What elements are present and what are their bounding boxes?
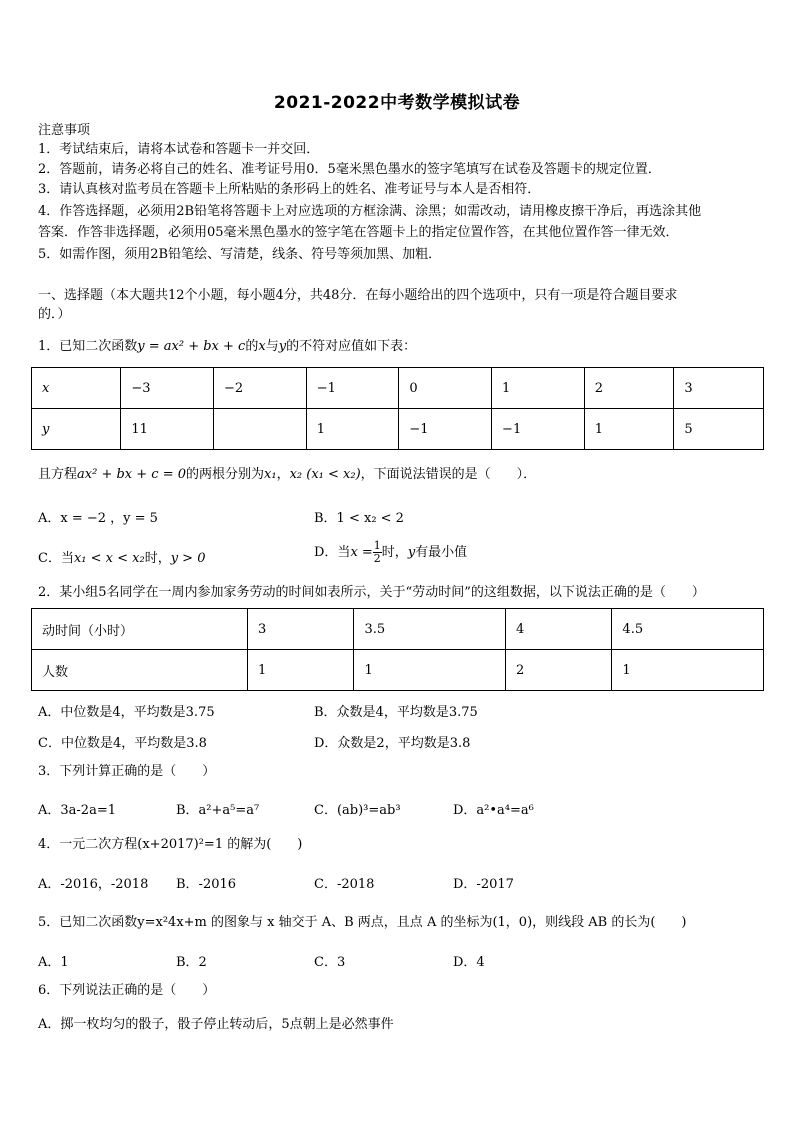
note-item: 4．作答选择题，必须用2B铅笔将答题卡上对应选项的方框涂满、涂黑；如需改动，请用橡皮擦干净后，再选涂其他: [38, 204, 702, 219]
q1-stem: [38, 338, 416, 356]
q1-optd-d: y: [407, 545, 416, 560]
page-title: 2021-2022中考数学模拟试卷: [273, 93, 521, 113]
q1-x: x: [258, 339, 266, 354]
q4-option-d[interactable]: D．-2017: [453, 877, 514, 892]
notes-heading: 注意事项: [38, 123, 91, 138]
table-cell: 0: [399, 368, 492, 409]
table-cell: y: [32, 409, 121, 450]
q1-equation: ax² + bx + c = 0: [77, 467, 186, 482]
q5-option-a[interactable]: A．1: [38, 955, 69, 970]
q1-value-table: [31, 367, 764, 450]
table-cell: −3: [121, 368, 214, 409]
q3-stem: 3．下列计算正确的是（ ）: [38, 764, 216, 779]
q1-optd-e: 有最小值: [415, 545, 468, 560]
q2-stem: 2．某小组5名同学在一周内参加家务劳动的时间如表所示，关于“劳动时间”的这组数据，以下说法正确的是（ ）: [38, 585, 705, 600]
table-cell: 11: [121, 409, 214, 450]
q3-option-d[interactable]: D．a²•a⁴=a⁶: [453, 803, 534, 818]
q1-comma: ，: [276, 467, 290, 482]
note-item: 答案．作答非选择题，必须用05毫米黑色墨水的签字笔在答题卡上的指定位置作答，在其他位置作答一律无效．: [38, 225, 679, 240]
table-cell: x: [32, 368, 121, 409]
q5-stem: 5．已知二次函数y=x²4x+m 的图象与 x 轴交于 A、B 两点，且点 A 的坐标为(1，0)，则线段 AB 的长为( ): [38, 915, 687, 930]
table-cell: 1: [584, 409, 674, 450]
table-cell: 4: [505, 609, 611, 650]
q1-option-b[interactable]: B．1 < x₂ < 2: [314, 511, 404, 526]
table-cell: −1: [306, 368, 399, 409]
q1-optc-c: 时，: [144, 551, 171, 566]
table-cell: 1: [612, 650, 764, 691]
fraction: [373, 540, 382, 565]
q5-option-d[interactable]: D．4: [453, 955, 485, 970]
q1-optd-a: D．当: [314, 545, 351, 560]
fraction-denominator: 2: [373, 552, 381, 565]
q6-option-a[interactable]: A．掷一枚均匀的骰子，骰子停止转动后，5点朝上是必然事件: [38, 1017, 394, 1032]
q1-stem2-a: 且方程: [38, 467, 78, 482]
q5-option-c[interactable]: C．3: [314, 955, 346, 970]
table-cell: 3: [248, 609, 354, 650]
q1-x2: x₂ (x₁ < x₂): [289, 467, 361, 482]
q1-mid: 的: [245, 339, 259, 354]
table-cell: 1: [306, 409, 399, 450]
q5-option-b[interactable]: B．2: [176, 955, 207, 970]
q4-option-b[interactable]: B．-2016: [176, 877, 237, 892]
table-cell: 1: [354, 650, 506, 691]
table-cell: 5: [674, 409, 764, 450]
table-cell: −1: [399, 409, 492, 450]
note-item: 3．请认真核对监考员在答题卡上所粘贴的条形码上的姓名、准考证号与本人是否相符．: [38, 182, 541, 197]
table-cell: 1: [492, 368, 585, 409]
q4-option-c[interactable]: C．-2018: [314, 877, 375, 892]
q1-stem-2: [38, 466, 536, 484]
q1-optd-b: x =: [350, 545, 373, 560]
q4-option-a[interactable]: A．-2016，-2018: [38, 877, 149, 892]
q1-option-c[interactable]: [38, 547, 205, 566]
q3-option-b[interactable]: B．a²+a⁵=a⁷: [176, 803, 260, 818]
q2-option-c[interactable]: C．中位数是4，平均数是3.8: [38, 736, 207, 751]
q2-table: [31, 608, 764, 691]
table-cell: 3.5: [354, 609, 506, 650]
q3-option-c[interactable]: C．(ab)³=ab³: [314, 803, 401, 818]
table-cell: 3: [674, 368, 764, 409]
q1-and: 与: [265, 339, 279, 354]
q1-stem2-c: ，下面说法错误的是（ ）．: [360, 467, 537, 482]
table-row: [32, 609, 764, 650]
note-item: 2．答题前，请务必将自己的姓名、准考证号用0．5毫米黑色墨水的签字笔填写在试卷及答题卡的规定位置．: [38, 162, 661, 177]
q1-prefix: 1．已知二次函数: [38, 339, 138, 354]
table-cell: 动时间（小时）: [32, 609, 248, 650]
table-row: [32, 650, 764, 691]
table-cell: 2: [584, 368, 674, 409]
q1-optc-b: x₁ < x < x₂: [73, 551, 145, 566]
note-item: 1．考试结束后，请将本试卷和答题卡一并交回．: [38, 142, 320, 157]
q2-option-b[interactable]: B．众数是4，平均数是3.75: [314, 705, 478, 720]
table-cell: −2: [214, 368, 307, 409]
q2-option-d[interactable]: D．众数是2，平均数是3.8: [314, 736, 471, 751]
q1-x1: x₁: [264, 467, 277, 482]
table-cell: −1: [492, 409, 585, 450]
q1-option-a[interactable]: A．x = −2 ，y = 5: [38, 511, 158, 526]
q2-option-a[interactable]: A．中位数是4，平均数是3.75: [38, 705, 215, 720]
note-item: 5．如需作图，须用2B铅笔绘、写清楚，线条、符号等须加黑、加粗．: [38, 247, 442, 262]
q1-option-d[interactable]: [314, 540, 467, 565]
q3-option-a[interactable]: A．3a-2a=1: [38, 803, 116, 818]
table-row: [32, 368, 764, 409]
q1-stem2-b: 的两根分别为: [186, 467, 265, 482]
q1-suffix: 的不符对应值如下表：: [286, 339, 417, 354]
q1-function: y = ax² + bx + c: [137, 339, 246, 354]
table-cell: 1: [248, 650, 354, 691]
fraction-numerator: 1: [373, 539, 381, 552]
q1-y: y: [278, 339, 287, 354]
section-heading-cont: 的．）: [38, 307, 71, 322]
q6-stem: 6．下列说法正确的是（ ）: [38, 983, 216, 998]
q4-stem: 4．一元二次方程(x+2017)²=1 的解为( ): [38, 837, 303, 852]
q1-optc-a: C．当: [38, 551, 74, 566]
table-cell: 4.5: [612, 609, 764, 650]
q1-optc-d: y > 0: [170, 551, 206, 566]
table-row: [32, 409, 764, 450]
table-cell: [214, 409, 307, 450]
table-cell: 人数: [32, 650, 248, 691]
q1-optd-c: 时，: [381, 545, 408, 560]
section-heading: 一、选择题（本大题共12个小题，每小题4分，共48分．在每小题给出的四个选项中，只有一项是符合题目要求: [38, 288, 678, 303]
table-cell: 2: [505, 650, 611, 691]
